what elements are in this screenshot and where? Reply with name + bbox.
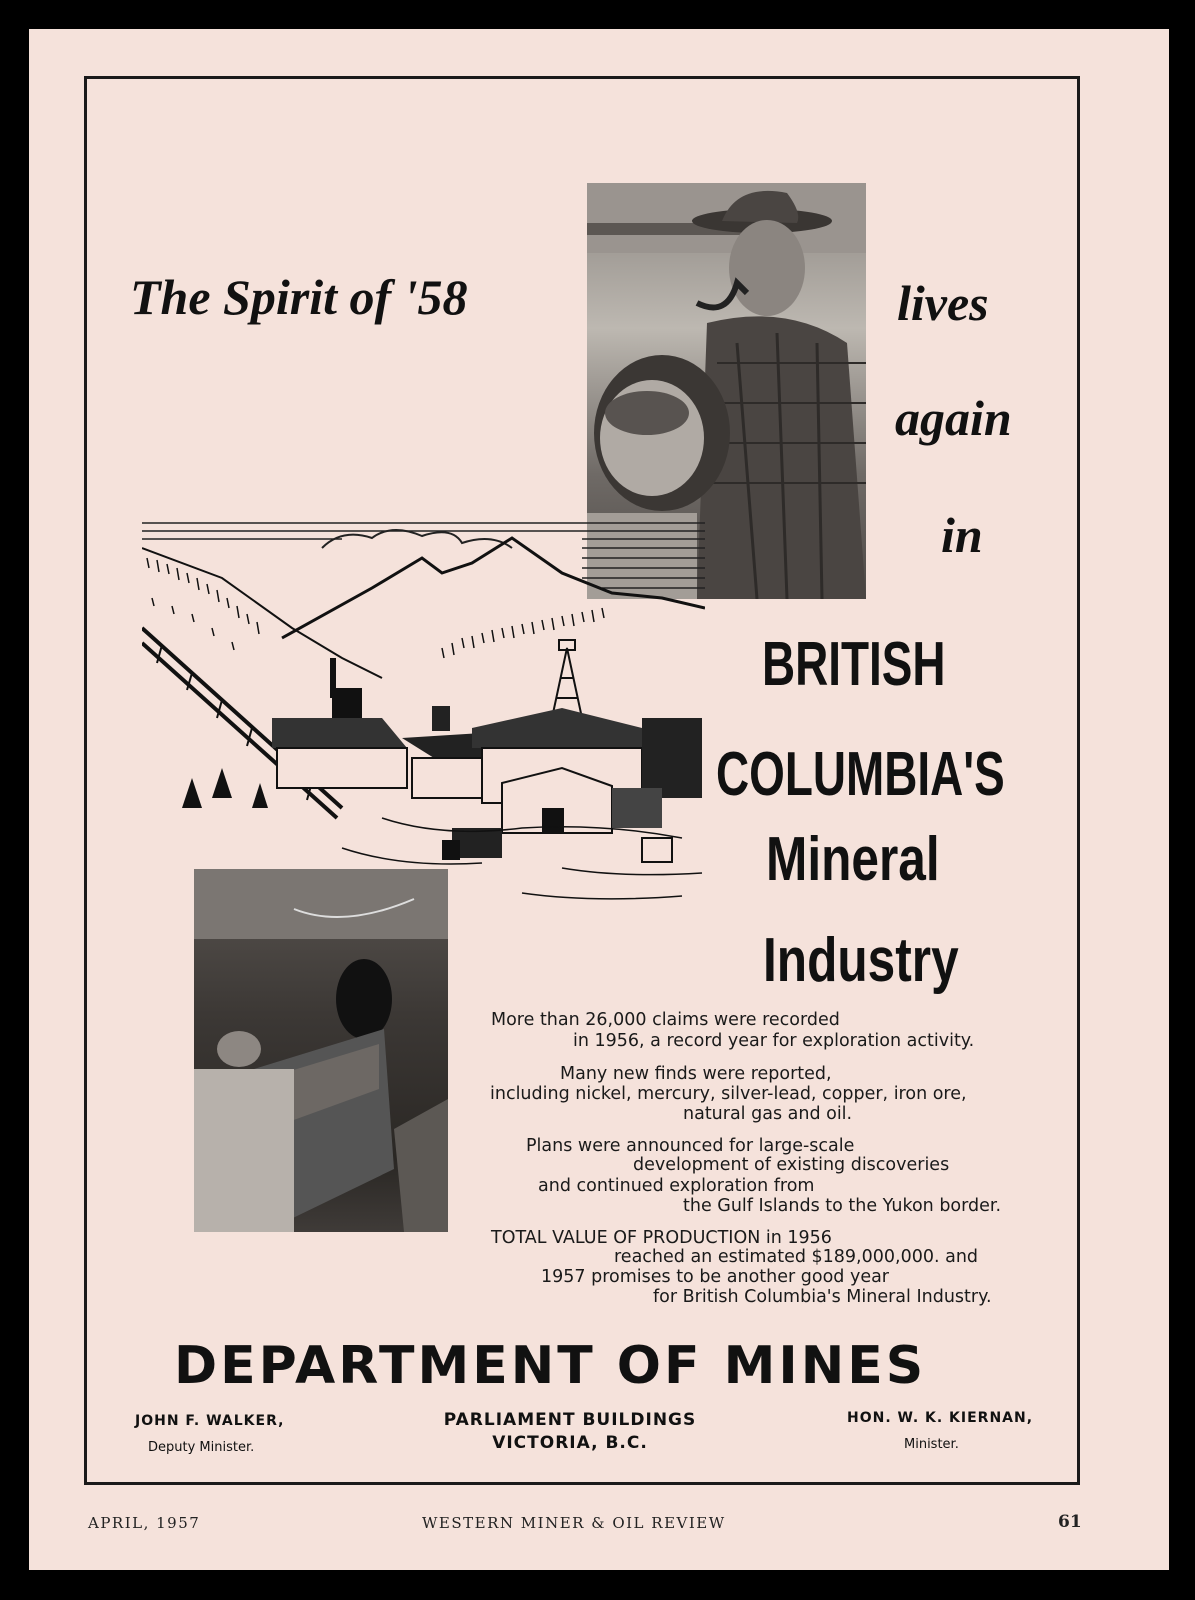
- mine-drawing: [142, 518, 705, 918]
- title-british: BRITISH: [762, 630, 946, 699]
- headline-in: in: [941, 507, 983, 563]
- body-line-10: TOTAL VALUE OF PRODUCTION in 1956: [491, 1228, 832, 1248]
- headline-lives: lives: [897, 275, 989, 331]
- mine-tunnel-photo: [194, 869, 448, 1232]
- page-number: 61: [1058, 1512, 1082, 1532]
- body-line-5: natural gas and oil.: [683, 1104, 853, 1124]
- headline-spirit: The Spirit of '58: [130, 269, 468, 325]
- address-line-2: VICTORIA, B.C.: [492, 1433, 648, 1453]
- mining-town-illustration: [142, 518, 705, 918]
- minister-title: Minister.: [904, 1437, 959, 1452]
- department-of-mines: DEPARTMENT OF MINES: [174, 1336, 927, 1396]
- headline-again: again: [895, 390, 1012, 446]
- body-line-9: the Gulf Islands to the Yukon border.: [683, 1196, 1002, 1216]
- body-line-7: development of existing discoveries: [633, 1155, 950, 1175]
- body-line-11: reached an estimated $189,000,000. and: [614, 1247, 979, 1267]
- body-line-6: Plans were announced for large-scale: [526, 1136, 855, 1156]
- body-line-4: including nickel, mercury, silver-lead, copper, iron ore,: [490, 1084, 967, 1104]
- deputy-minister-name: JOHN F. WALKER,: [135, 1413, 285, 1429]
- body-line-12: 1957 promises to be another good year: [541, 1267, 890, 1287]
- body-line-1: More than 26,000 claims were recorded: [491, 1010, 840, 1030]
- body-line-2: in 1956, a record year for exploration activity.: [573, 1031, 975, 1051]
- minister-name: HON. W. K. KIERNAN,: [847, 1410, 1034, 1426]
- body-line-3: Many new finds were reported,: [560, 1064, 832, 1084]
- title-industry: Industry: [763, 926, 959, 995]
- tunnel-illustration: [194, 869, 448, 1232]
- body-line-8: and continued exploration from: [538, 1176, 815, 1196]
- deputy-minister-title: Deputy Minister.: [148, 1440, 255, 1455]
- title-columbias: COLUMBIA'S: [716, 740, 1005, 809]
- body-line-13: for British Columbia's Mineral Industry.: [653, 1287, 992, 1307]
- title-mineral: Mineral: [766, 825, 940, 894]
- publication-name: WESTERN MINER & OIL REVIEW: [422, 1514, 726, 1532]
- address-line-1: PARLIAMENT BUILDINGS: [443, 1410, 697, 1430]
- issue-date: APRIL, 1957: [88, 1514, 201, 1532]
